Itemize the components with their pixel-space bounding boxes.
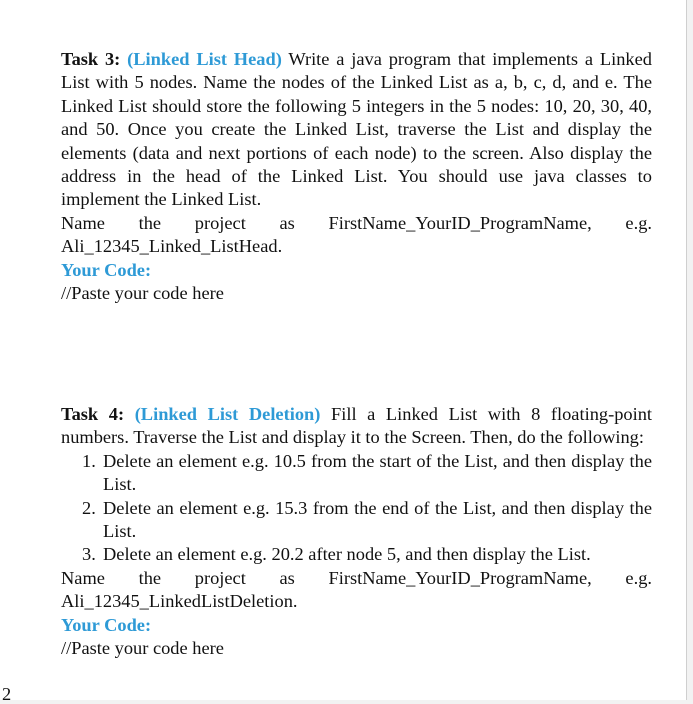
step-text: Delete an element e.g. 20.2 after node 5, and then display the List. [103, 544, 591, 565]
task4-paragraph [61, 403, 652, 450]
task3-paragraph [61, 48, 652, 212]
task3-body: Write a java program that implements a Linked List with 5 nodes. Name the nodes of the Linked List as a, b, c, d, and e. The Linked List should store the following 5 integers in the 5 nodes: 10, 20, 30, 40, and 50. Once you create the Linked List, traverse the List and display the elements (data and next portions of each node) to the screen. Also display the address in the head of the Linked List. You should use java classes to implement the Linked List. [61, 49, 652, 210]
task4-steps-list [61, 450, 652, 567]
task4-step [61, 450, 652, 497]
task3-naming-example: Ali_12345_Linked_ListHead. [61, 236, 283, 257]
step-text: Delete an element e.g. 10.5 from the start of the List, and then display the List. [103, 450, 652, 495]
task3-naming-line: Name the project as FirstName_YourID_ProgramName, e.g. [61, 212, 652, 233]
page-number: 2 [2, 684, 12, 704]
task4-naming-line: Name the project as FirstName_YourID_ProgramName, e.g. [61, 567, 652, 588]
task4-title: (Linked List Deletion) [134, 404, 321, 424]
task4-section [61, 403, 652, 660]
step-number: 3. [82, 544, 96, 565]
task3-code-label: Your Code: [61, 259, 152, 280]
task4-code-placeholder[interactable]: //Paste your code here [61, 638, 224, 659]
task3-section [61, 48, 652, 305]
task4-label: Task 4: [61, 404, 125, 424]
task4-naming-example: Ali_12345_LinkedListDeletion. [61, 591, 298, 612]
step-number: 2. [82, 497, 96, 518]
task3-code-placeholder[interactable]: //Paste your code here [61, 283, 224, 304]
task3-label: Task 3: [61, 49, 121, 69]
step-number: 1. [82, 450, 96, 471]
task4-code-label: Your Code: [61, 614, 152, 635]
task3-title: (Linked List Head) [127, 49, 282, 69]
task4-body: Fill a Linked List with 8 floating-point numbers. Traverse the List and display it to the Screen. Then, do the following: [61, 404, 653, 448]
task4-step [61, 497, 652, 544]
step-text: Delete an element e.g. 15.3 from the end of the List, and then display the List. [103, 497, 652, 542]
task4-step [61, 543, 652, 566]
